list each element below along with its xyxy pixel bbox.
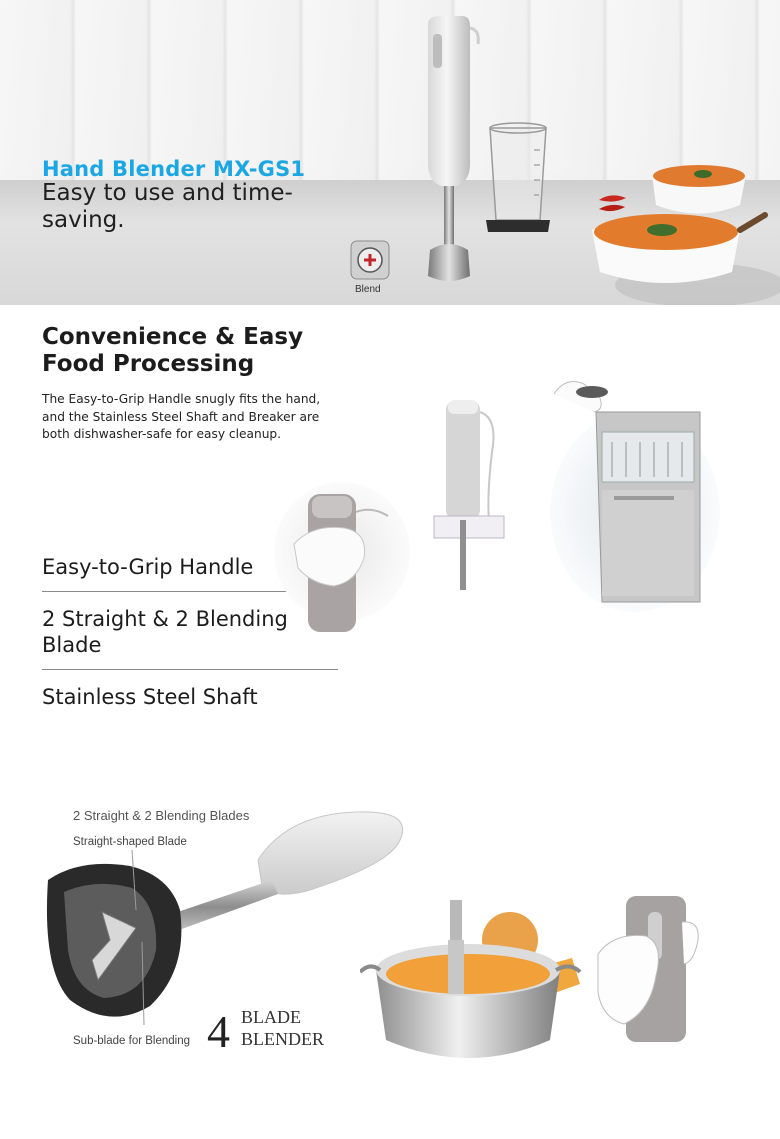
blades-title: 2 Straight & 2 Blending Blades: [73, 808, 250, 823]
sub-blade-label: Sub-blade for Blending: [73, 1035, 190, 1047]
dishwasher-image: [540, 372, 720, 612]
logo-word-blender: BLENDER: [241, 1029, 324, 1049]
wall-slats: [0, 0, 780, 180]
straight-blade-label: Straight-shaped Blade: [73, 836, 187, 848]
feature-item: 2 Straight & 2 Blending Blade: [42, 604, 338, 670]
product-title: Hand Blender MX-GS1: [42, 157, 306, 181]
logo-number: 4: [207, 1006, 230, 1049]
logo-word-blade: BLADE: [241, 1007, 301, 1027]
feature-item: Easy-to-Grip Handle: [42, 552, 338, 592]
blender-stand-image: [420, 392, 520, 592]
soup-pot-image: [360, 900, 590, 1075]
section-description: The Easy-to-Grip Handle snugly fits the hand, and the Stainless Steel Shaft and Breaker are both dishwasher-safe for easy cleanup.: [42, 392, 321, 441]
hand-grip-closeup-image: [594, 892, 704, 1042]
grip-hand-image: [272, 482, 412, 632]
four-blade-logo: [205, 1003, 340, 1049]
hero-tagline: Easy to use and time-saving.: [42, 180, 293, 233]
beaker-image: [482, 120, 554, 240]
hero-banner: [0, 0, 780, 305]
blend-badge-label: Blend: [355, 284, 381, 295]
section-title: Convenience & Easy Food Processing: [42, 324, 304, 377]
soup-bowls-image: [590, 160, 780, 305]
chili-peppers-image: [596, 190, 630, 216]
feature-item: Stainless Steel Shaft: [42, 685, 258, 709]
